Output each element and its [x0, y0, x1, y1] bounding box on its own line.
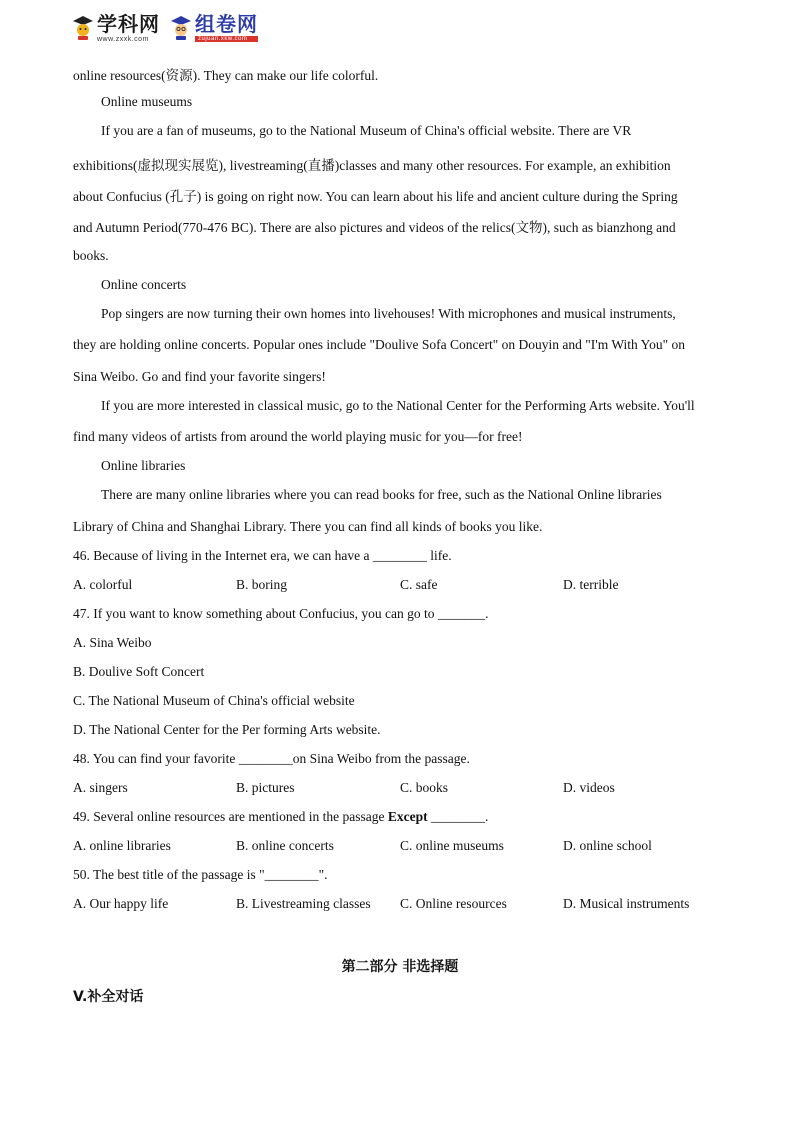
zxxk-logo	[72, 11, 160, 43]
student-mascot-icon	[170, 15, 192, 41]
q50-option-a: A. Our happy life	[73, 896, 169, 911]
zxxk-logo-title: 学科网	[97, 11, 160, 36]
header-logos	[72, 8, 258, 48]
passage-line: There are many online libraries where you can read books for free, such as the National Online libraries	[101, 487, 662, 502]
passage-line: and Autumn Period(770-476 BC). There are also pictures and videos of the relics(文物), such as bianzhong and	[73, 220, 676, 235]
q47-option-b: B. Doulive Soft Concert	[73, 664, 205, 679]
q49-option-a: A. online libraries	[73, 838, 171, 853]
zujuan-logo-url: zujuan.xkw.com	[195, 36, 258, 42]
q48-option-c: C. books	[400, 780, 449, 795]
passage-line: exhibitions(虚拟现实展览), livestreaming(直播)classes and many other resources. For example, an exhibition	[73, 158, 671, 173]
q48-option-a: A. singers	[73, 780, 128, 795]
q50-option-b: B. Livestreaming classes	[236, 896, 371, 911]
part-title: V.补全对话	[73, 989, 144, 1005]
passage-line: If you are more interested in classical music, go to the National Center for the Performing Arts website. You'll	[101, 398, 695, 413]
question-46-stem: 46. Because of living in the Internet era, we can have a ________ life.	[73, 548, 452, 563]
passage-subheading: Online concerts	[101, 277, 187, 292]
q48-option-b: B. pictures	[236, 780, 295, 795]
section-title: 第二部分 非选择题	[341, 959, 459, 975]
q46-option-c: C. safe	[400, 577, 438, 592]
question-48-stem: 48. You can find your favorite ________on Sina Weibo from the passage.	[73, 751, 470, 766]
q46-option-d: D. terrible	[563, 577, 619, 592]
passage-line: Pop singers are now turning their own homes into livehouses! With microphones and musical instruments,	[101, 306, 676, 321]
q49-option-b: B. online concerts	[236, 838, 334, 853]
passage-line: books.	[73, 248, 109, 263]
q50-option-c: C. Online resources	[400, 896, 507, 911]
question-49-stem	[73, 809, 488, 825]
passage-line: online resources(资源). They can make our life colorful.	[73, 68, 379, 83]
zxxk-logo-url: www.zxxk.com	[97, 35, 149, 43]
zujuan-logo-title: 组卷网	[195, 12, 258, 36]
passage-line: about Confucius (孔子) is going on right now. You can learn about his life and ancient culture during the Spring	[73, 189, 678, 204]
q47-option-c: C. The National Museum of China's official website	[73, 693, 355, 708]
q46-option-a: A. colorful	[73, 577, 133, 592]
question-47-stem: 47. If you want to know something about Confucius, you can go to _______.	[73, 606, 489, 621]
passage-subheading: Online museums	[101, 94, 193, 109]
zujuan-logo	[170, 14, 258, 42]
q49-stem-text: 49. Several online resources are mentioned in the passage	[73, 809, 388, 824]
q49-option-d: D. online school	[563, 838, 652, 853]
scholar-mascot-icon	[72, 15, 94, 41]
q46-option-b: B. boring	[236, 577, 288, 592]
passage-line: If you are a fan of museums, go to the National Museum of China's official website. There are VR	[101, 123, 632, 138]
q48-option-d: D. videos	[563, 780, 615, 795]
passage-line: find many videos of artists from around the world playing music for you—for free!	[73, 429, 523, 444]
passage-line: Library of China and Shanghai Library. There you can find all kinds of books you like.	[73, 519, 543, 534]
q49-stem-blank: ________.	[427, 809, 489, 824]
question-50-stem: 50. The best title of the passage is "________".	[73, 867, 328, 882]
passage-line: they are holding online concerts. Popular ones include "Doulive Sofa Concert" on Douyin and "I'm With You" on	[73, 337, 685, 352]
q47-option-a: A. Sina Weibo	[73, 635, 152, 650]
passage-line: Sina Weibo. Go and find your favorite singers!	[73, 369, 326, 384]
passage-subheading: Online libraries	[101, 458, 186, 473]
q49-option-c: C. online museums	[400, 838, 504, 853]
q47-option-d: D. The National Center for the Per forming Arts website.	[73, 722, 381, 737]
q50-option-d: D. Musical instruments	[563, 896, 690, 911]
q49-stem-emphasis: Except	[387, 809, 428, 824]
